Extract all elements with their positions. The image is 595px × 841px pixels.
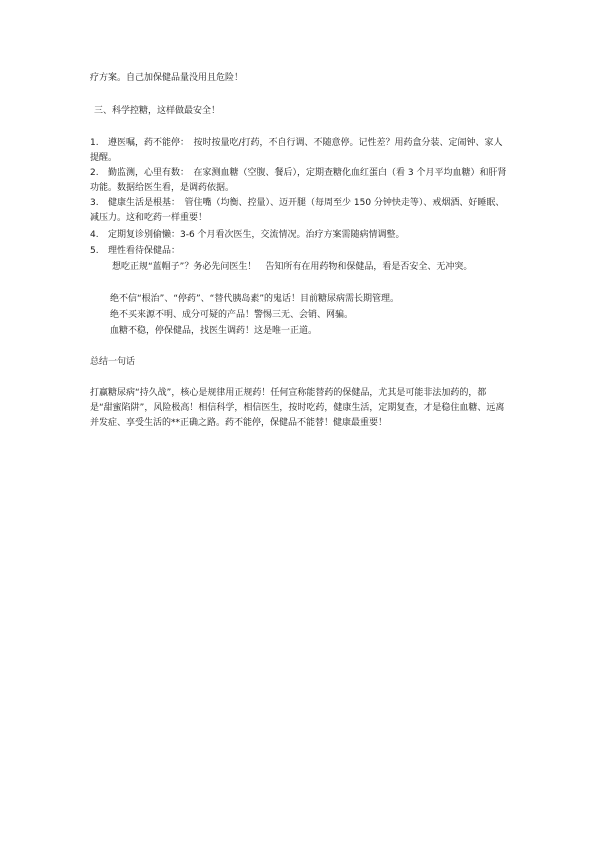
sub-point-1: 想吃正规“蓝帽子”？务必先问医生！ 告知所有在用药物和保健品，看是否安全、无冲突。 — [112, 262, 473, 272]
list-item-2 — [90, 166, 508, 196]
list-item-1 — [90, 136, 508, 166]
list-text: 勤监测，心里有数： 在家测血糖（空腹、餐后），定期查糖化血红蛋白（看 3 个月平均血糖）和肝肾功能。数据给医生看，是调药依据。 — [90, 168, 507, 193]
list-number: 2. — [90, 168, 99, 178]
paragraph-continuation: 疗方案。自己加保健品量没用且危险！ — [90, 73, 244, 83]
section-heading: 三、科学控糖，这样做最安全！ — [94, 106, 221, 116]
list-item-4 — [90, 228, 508, 243]
list-item-3 — [90, 196, 508, 226]
sub-point-2: 绝不信“根治”、“停药”、“替代胰岛素”的鬼话！目前糖尿病需长期管理。 — [110, 294, 399, 304]
list-text: 定期复诊别偷懒：3-6 个月看次医生，交流情况。治疗方案需随病情调整。 — [108, 230, 405, 240]
list-text: 健康生活是根基： 管住嘴（均衡、控量）、迈开腿（每周至少 150 分钟快走等）、戒烟酒、好睡眠、减压力。这和吃药一样重要！ — [90, 198, 505, 223]
list-number: 3. — [90, 198, 99, 208]
list-text: 遵医嘱，药不能停： 按时按量吃/打药，不自行调、不随意停。记性差？用药盒分装、定闹钟、家人提醒。 — [90, 138, 503, 163]
list-number: 1. — [90, 138, 99, 148]
list-item-5 — [90, 244, 508, 259]
sub-point-4: 血糖不稳，停保健品，找医生调药！这是唯一正道。 — [110, 326, 318, 336]
list-number: 5. — [90, 246, 99, 256]
summary-paragraph: 打赢糖尿病“持久战”，核心是规律用正规药！任何宣称能替药的保健品，尤其是可能非法加药的，都是“甜蜜陷阱”，风险极高！相信科学，相信医生，按时吃药，健康生活，定期复查，才是稳住血糖、远离并发症、享受生活的**正确之路。药不能停，保健品不能替！健康最重要！ — [90, 388, 505, 428]
sub-point-3: 绝不买来源不明、成分可疑的产品！警惕三无、会销、网骗。 — [110, 310, 354, 320]
list-number: 4. — [90, 230, 99, 240]
list-text: 理性看待保健品： — [108, 246, 181, 256]
summary-heading: 总结一句话 — [90, 357, 136, 367]
